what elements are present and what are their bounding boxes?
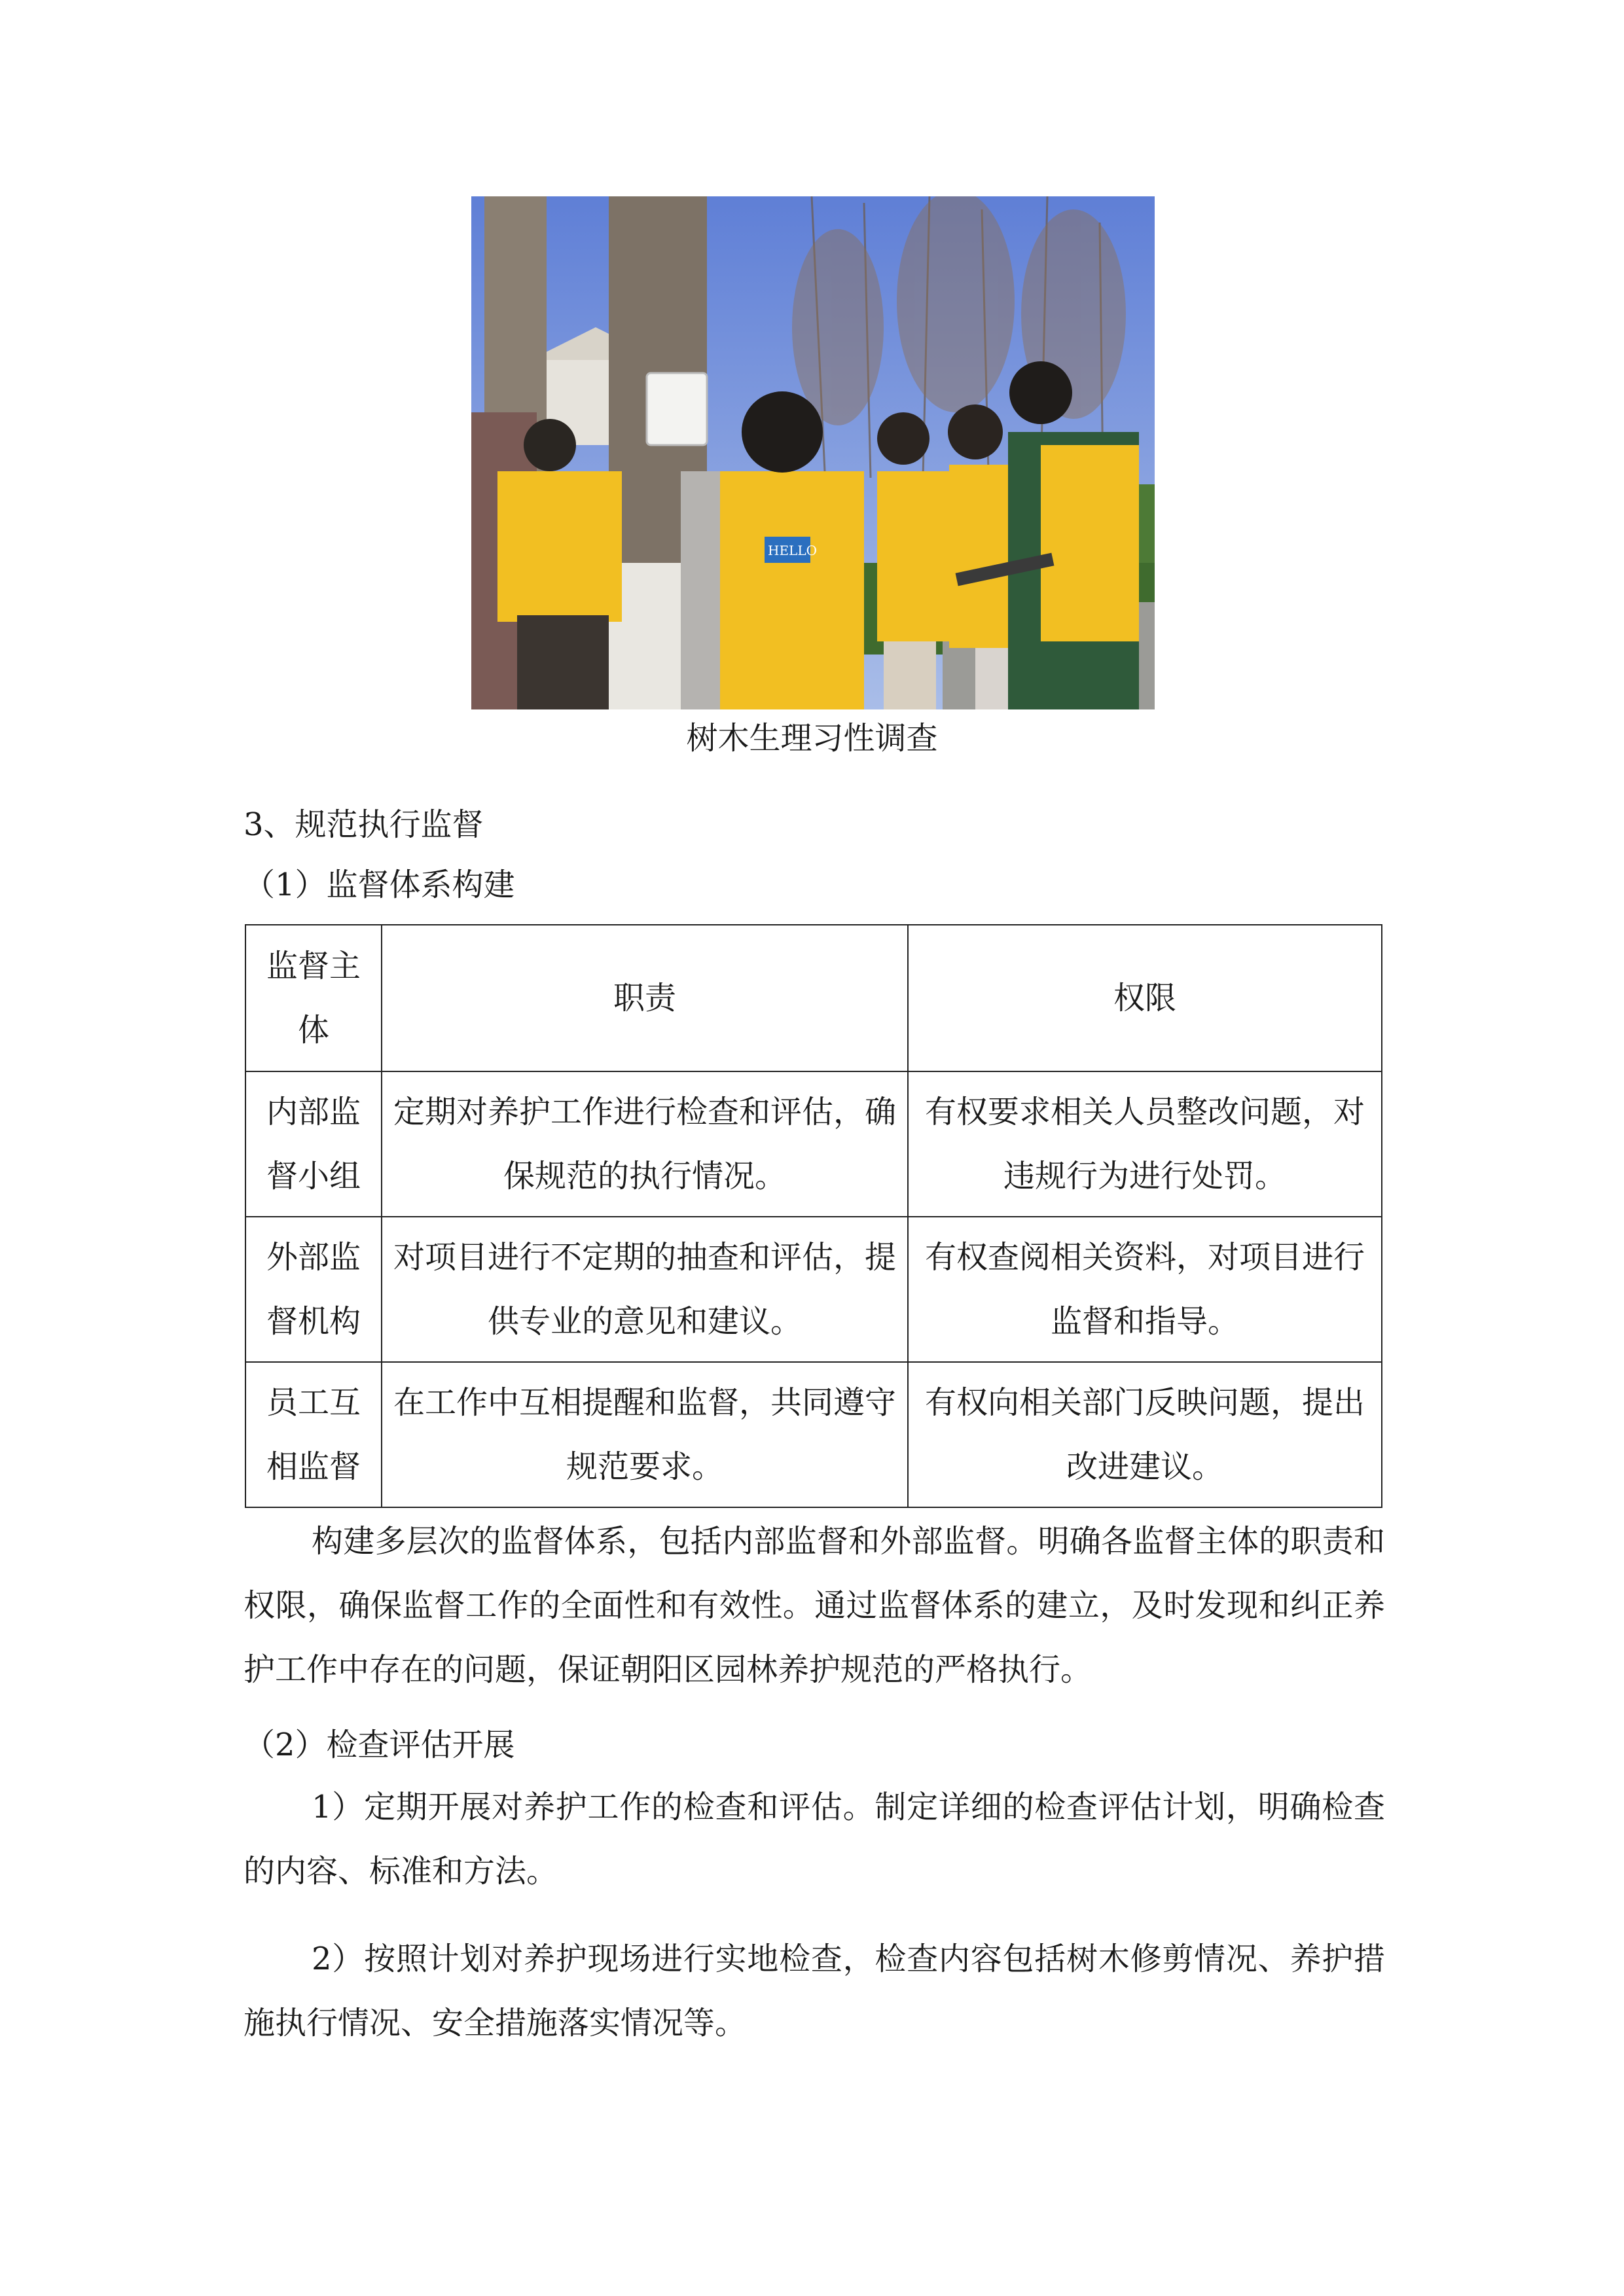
table-cell: 定期对养护工作进行检查和评估，确保规范的执行情况。 — [382, 1071, 908, 1217]
table-cell: 对项目进行不定期的抽查和评估，提供专业的意见和建议。 — [382, 1217, 908, 1362]
table-row — [245, 1071, 1382, 1217]
table-row — [245, 1217, 1382, 1362]
subsection-title-1: （1）监督体系构建 — [244, 867, 515, 903]
supervision-table — [245, 924, 1382, 1508]
table-cell: 有权向相关部门反映问题，提出改进建议。 — [908, 1362, 1382, 1507]
paragraph-supervision-system: 构建多层次的监督体系，包括内部监督和外部监督。明确各监督主体的职责和权限，确保监督工作的全面性和有效性。通过监督体系的建立，及时发现和纠正养护工作中存在的问题，保证朝阳区园林养护规范的严格执行。 — [244, 1523, 1385, 1688]
photo-volunteers-tree-survey — [471, 196, 1155, 709]
figure-photo — [471, 196, 1155, 709]
paragraph-inspection-1: 1）定期开展对养护工作的检查和评估。制定详细的检查评估计划，明确检查的内容、标准和方法。 — [244, 1789, 1385, 1890]
subsection-title-2: （2）检查评估开展 — [244, 1727, 515, 1763]
table-cell: 在工作中互相提醒和监督，共同遵守规范要求。 — [382, 1362, 908, 1507]
figure-caption: 树木生理习性调查 — [686, 720, 938, 757]
header-cell: 权限 — [908, 925, 1382, 1071]
table-row — [245, 1362, 1382, 1507]
table-cell: 员工互相监督 — [245, 1362, 382, 1507]
table-header-row — [245, 925, 1382, 1071]
paragraph-inspection-2: 2）按照计划对养护现场进行实地检查，检查内容包括树木修剪情况、养护措施执行情况、安全措施落实情况等。 — [244, 1941, 1385, 2041]
table-cell: 外部监督机构 — [245, 1217, 382, 1362]
vest-text: HELLO — [768, 543, 817, 558]
header-cell: 监督主体 — [245, 925, 382, 1071]
table-cell: 有权查阅相关资料，对项目进行监督和指导。 — [908, 1217, 1382, 1362]
table-cell: 有权要求相关人员整改问题，对违规行为进行处罚。 — [908, 1071, 1382, 1217]
header-cell: 职责 — [382, 925, 908, 1071]
section-title: 3、规范执行监督 — [244, 806, 484, 843]
table-cell: 内部监督小组 — [245, 1071, 382, 1217]
